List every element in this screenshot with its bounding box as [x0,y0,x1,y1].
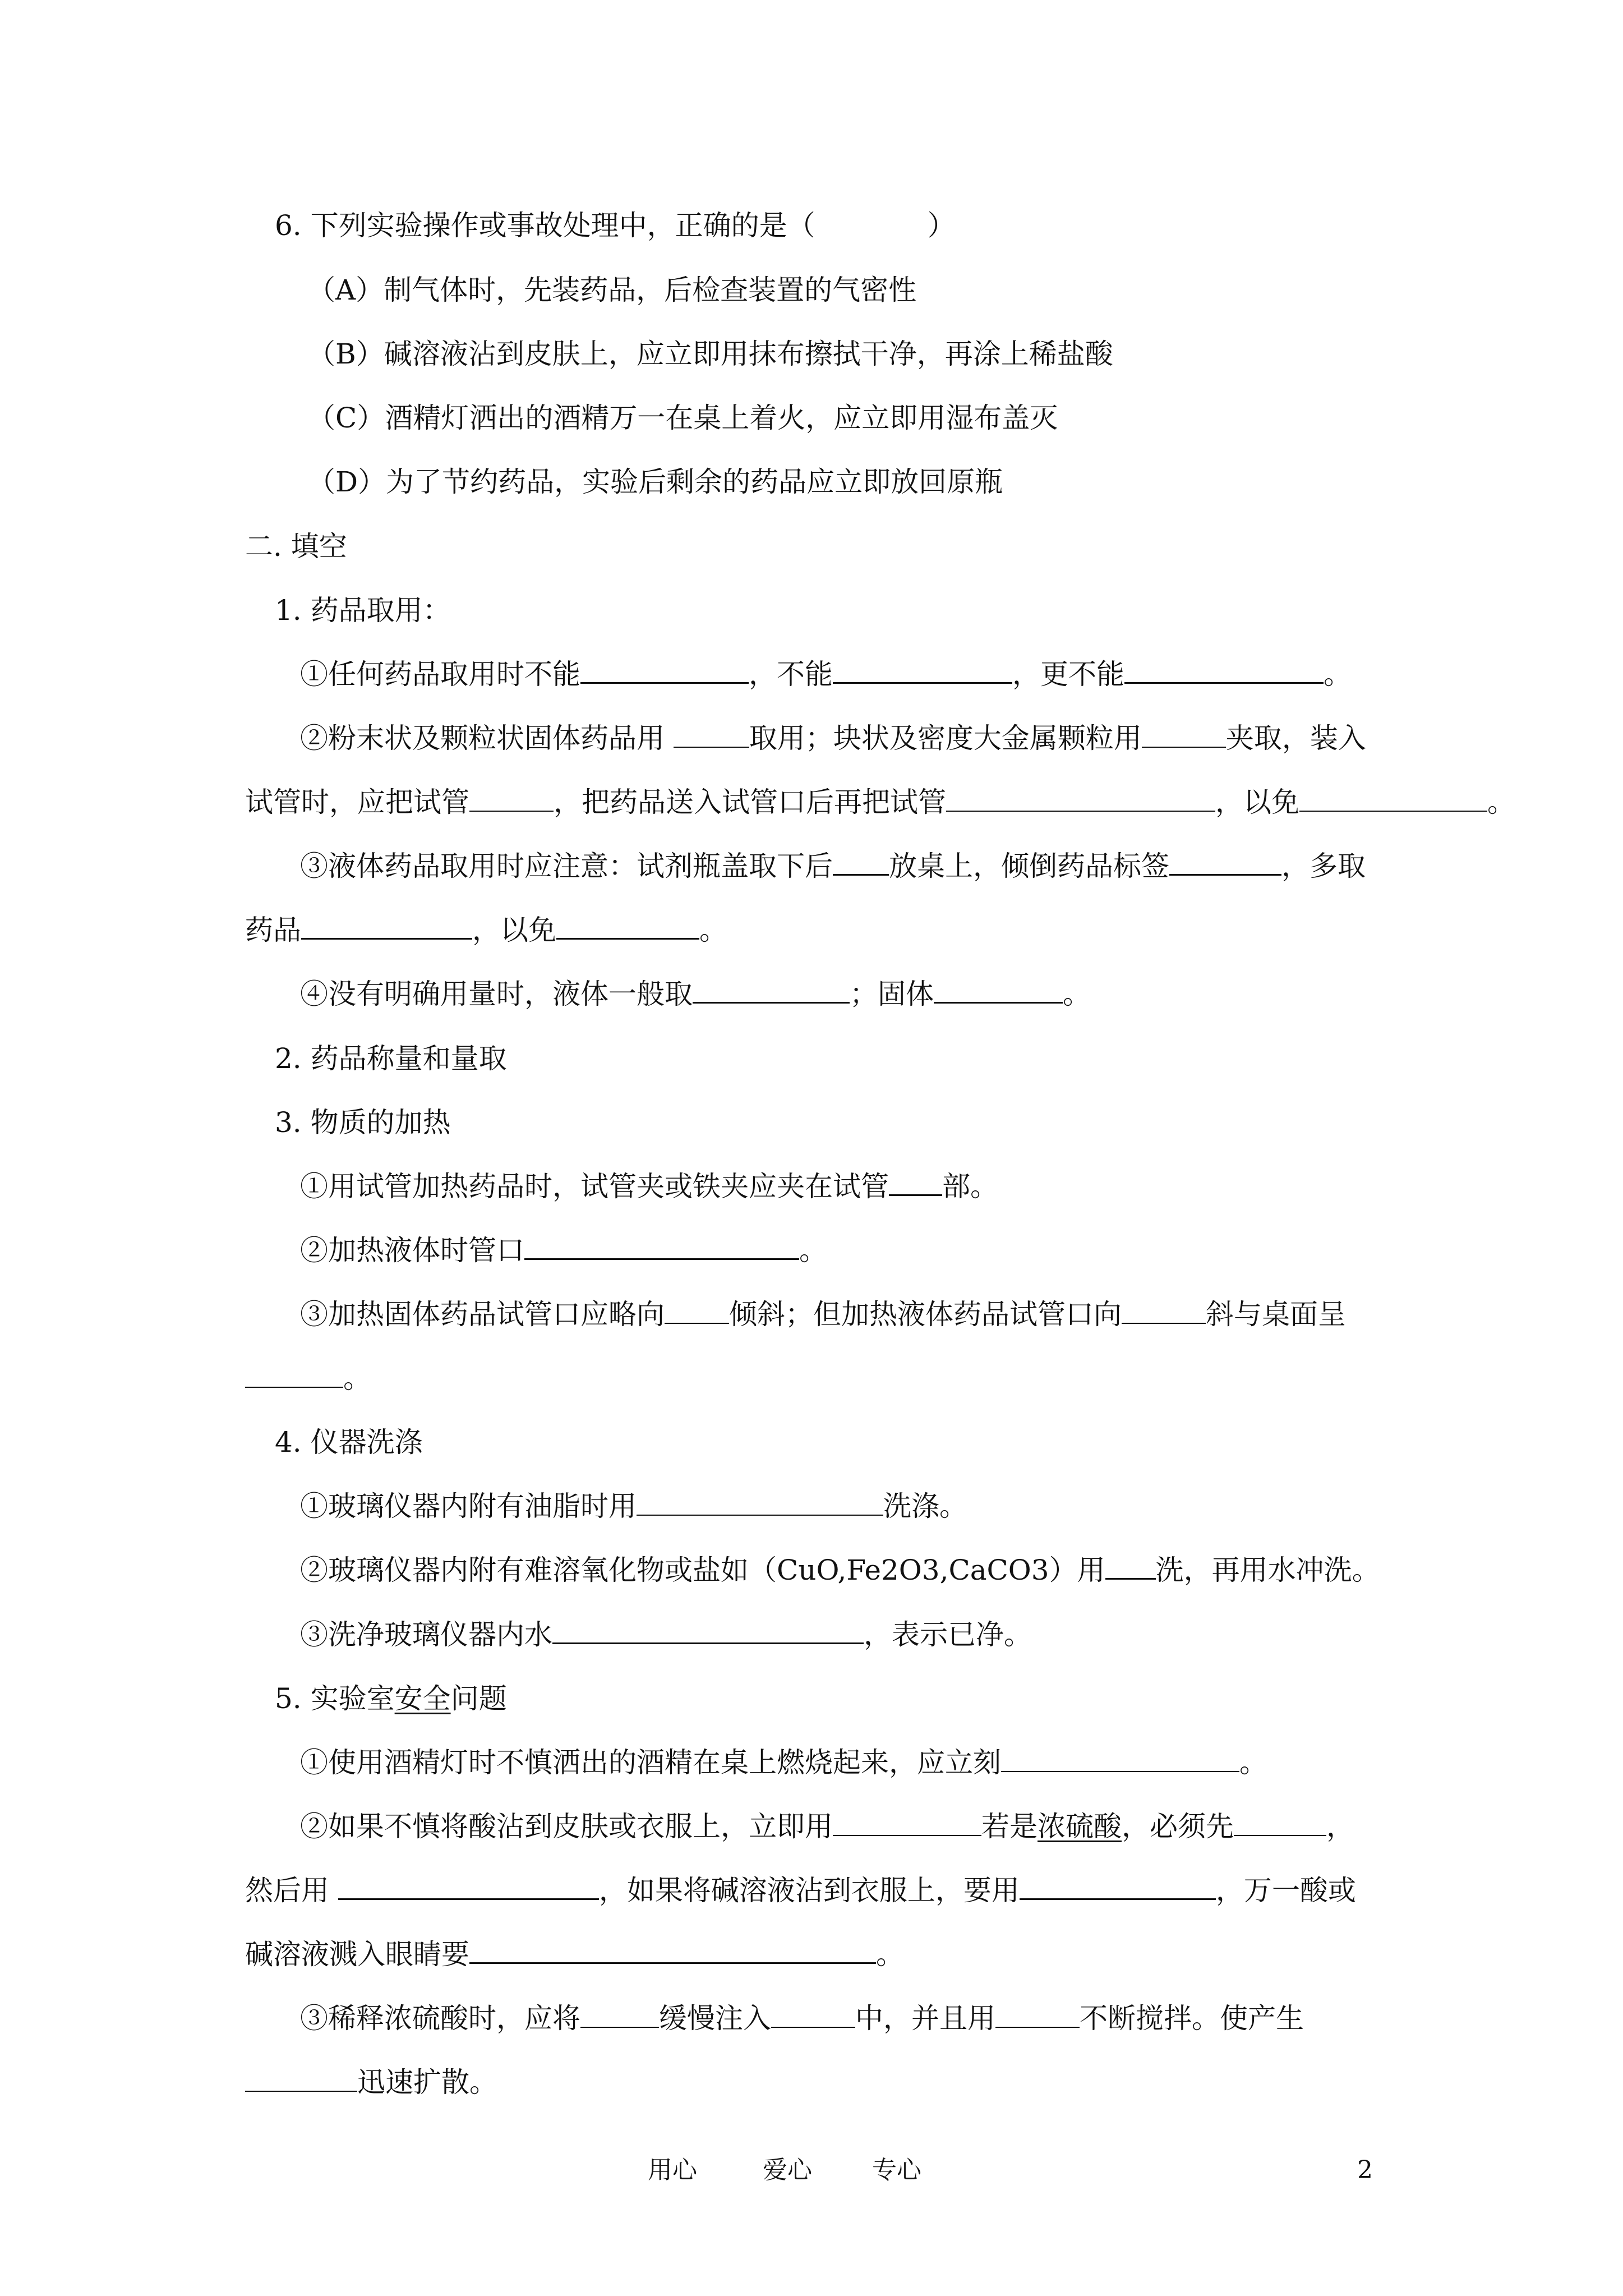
blank [524,1234,799,1260]
blank [693,977,850,1004]
text-line: 药品 ，以免 。 [245,914,727,946]
blank [833,657,1012,684]
blank [934,977,1063,1004]
blank [1299,786,1487,812]
text-line: ③液体药品取用时应注意：试剂瓶盖取下后 放桌上，倾倒药品标签 ，多取 [300,850,1366,882]
blank [1020,1874,1216,1900]
option-d: （D）为了节约药品，实验后剩余的药品应立即放回原瓶 [307,466,1003,498]
blank [889,1170,942,1196]
text-line: 然后用 ，如果将碱溶液沾到衣服上，要用 ，万一酸或 [245,1874,1356,1907]
blank [1234,1810,1326,1836]
blank [833,1810,981,1836]
footer-word: 爱心 [763,2156,812,2184]
blank [665,1298,729,1324]
text-line: ②玻璃仪器内附有难溶氧化物或盐如（CuO,Fe2O3,CaCO3）用 洗，再用水冲洗。 [300,1554,1380,1586]
item-3-title: 3. 物质的加热 [275,1106,451,1139]
footer-word: 专心 [872,2156,921,2184]
question-6-stem: 6. 下列实验操作或事故处理中，正确的是（ ） [275,209,956,242]
blank [1122,1298,1206,1324]
option-c: （C）酒精灯洒出的酒精万一在桌上着火，应立即用湿布盖灭 [307,402,1058,434]
item-5-title: 5. 实验室安全问题 [275,1682,507,1715]
text-line: ①任何药品取用时不能 ，不能 ，更不能 。 [300,658,1352,691]
page-number: 2 [1357,2156,1373,2184]
blank [469,1938,876,1964]
blank [1124,657,1324,684]
text-line: 迅速扩散。 [245,2065,497,2099]
option-b: （B）碱溶液沾到皮肤上，应立即用抹布擦拭干净，再涂上稀盐酸 [307,338,1113,370]
blank [995,2002,1080,2028]
text-line: ③加热固体药品试管口应略向 倾斜；但加热液体药品试管口向 斜与桌面呈 [300,1298,1346,1331]
section-heading: 二. 填空 [245,530,347,563]
text-line: 碱溶液溅入眼睛要 。 [245,1938,904,1971]
blank [1001,1746,1239,1772]
text-line: ①使用酒精灯时不慎洒出的酒精在桌上燃烧起来，应立刻 。 [300,1746,1267,1779]
text-line: ①玻璃仪器内附有油脂时用 洗涤。 [300,1490,967,1522]
text-line: ①用试管加热药品时，试管夹或铁夹应夹在试管 部。 [300,1170,998,1203]
blank [1169,849,1281,876]
blank [1105,1553,1156,1580]
blank [556,913,699,940]
text-line: ②粉末状及颗粒状固体药品用 取用；块状及密度大金属颗粒用 夹取，装入 [300,722,1366,754]
blank [552,1618,864,1644]
blank [771,2002,855,2028]
blank [301,913,472,940]
blank [1142,722,1226,748]
item-4-title: 4. 仪器洗涤 [275,1426,423,1458]
text-line: ②加热液体时管口 。 [300,1234,827,1267]
blank [245,1362,343,1388]
blank [580,657,749,684]
blank [674,722,749,748]
item-2-title: 2. 药品称量和量取 [275,1042,507,1075]
blank [469,786,554,812]
text-line: ④没有明确用量时，液体一般取 ；固体 。 [300,978,1091,1010]
option-a: （A）制气体时，先装药品，后检查装置的气密性 [307,274,917,306]
blank [637,1490,883,1516]
text-line: ②如果不慎将酸沾到皮肤或衣服上，立即用 若是浓硫酸，必须先 ， [300,1810,1354,1843]
text-line: 试管时，应把试管 ，把药品送入试管口后再把试管 ，以免 。 [245,786,1515,818]
item-1-title: 1. 药品取用： [275,594,451,627]
blank [338,1874,599,1900]
text-line: ③稀释浓硫酸时，应将 缓慢注入 中，并且用 不断搅拌。使产生 [300,2002,1304,2035]
text-line: ③洗净玻璃仪器内水 ，表示已净。 [300,1618,1032,1651]
blank [833,849,889,876]
blank [580,2002,659,2028]
text-line: 。 [245,1361,371,1395]
blank [245,2066,357,2092]
footer-word: 用心 [648,2156,697,2184]
blank [946,786,1215,812]
